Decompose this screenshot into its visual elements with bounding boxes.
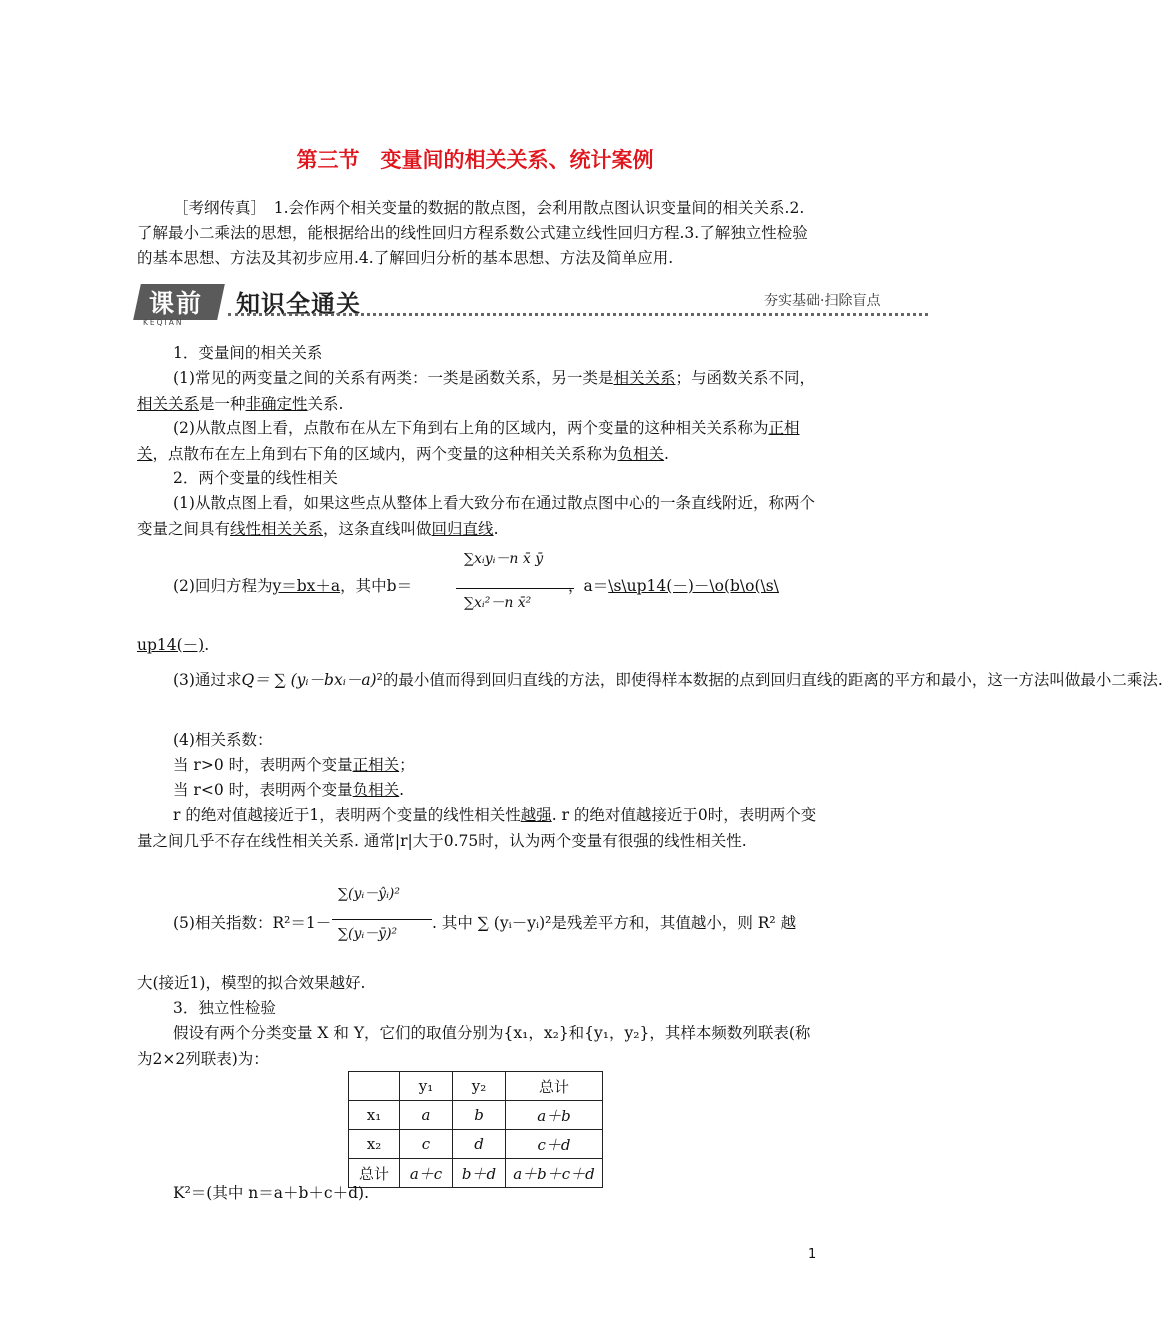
underlined-term: 相关关系 — [613, 369, 676, 387]
r2-suffix: . 其中 ∑ (yᵢ－yᵢ)²是残差平方和，其值越小，则 R² 越 — [432, 914, 797, 932]
table-row: x₁ a b a＋b — [349, 1101, 603, 1130]
a-formula-continued: up14(－). — [137, 636, 210, 654]
s2-p5: 当 r>0 时，表明两个变量正相关； — [173, 756, 415, 774]
underlined-term: 回归直线 — [431, 520, 494, 538]
r2-conclusion: 大(接近1)，模型的拟合效果越好. — [137, 974, 366, 992]
banner-tag-sub: KEQIAN — [143, 318, 184, 327]
banner-divider — [228, 313, 928, 316]
k2-formula: K²＝(其中 n＝a＋b＋c＋d). — [173, 1184, 369, 1202]
table-row: x₂ c d c＋d — [349, 1130, 603, 1159]
s2-formula-prefix: (2)回归方程为y＝bx＋a，其中b＝ — [173, 577, 413, 595]
section-3-heading: 3．独立性检验 — [173, 999, 276, 1017]
table-header-row: y₁ y₂ 总计 — [349, 1072, 603, 1101]
fraction-bar — [332, 919, 432, 920]
page-number: 1 — [808, 1247, 817, 1262]
banner-slogan: 夯实基础·扫除盲点 — [764, 293, 881, 309]
s2-paragraph-1: (1)从散点图上看，如果这些点从整体上看大致分布在通过散点图中心的一条直线附近，称两个变量之间具有线性相关关系，这条直线叫做回归直线. — [137, 494, 815, 538]
underlined-term: 越强 — [520, 806, 552, 824]
page-title: 第三节 变量间的相关关系、统计案例 — [296, 148, 654, 172]
r2-prefix: (5)相关指数：R²＝1－ — [173, 914, 332, 932]
intro-paragraph: ［考纲传真］ 1.会作两个相关变量的数据的散点图，会利用散点图认识变量间的相关关系.2.了解最小二乘法的思想，能根据给出的线性回归方程系数公式建立线性回归方程.3.了解独立性检验的基本思想、方法及其初步应用.4.了解回归分析的基本思想、方法及简单应用. — [137, 199, 808, 267]
underlined-term: 正相关 — [352, 756, 400, 774]
section-1-heading: 1．变量间的相关关系 — [173, 344, 323, 362]
contingency-table — [348, 1071, 603, 1188]
r2-numerator: ∑(yᵢ－ŷᵢ)² — [338, 886, 400, 902]
fraction-bar — [456, 588, 574, 589]
underlined-term: 正相关 — [137, 419, 800, 463]
underlined-term: 负相关 — [617, 445, 665, 463]
underlined-term: 非确定性 — [245, 395, 308, 413]
s2-p7: r 的绝对值越接近于1，表明两个变量的线性相关性越强. r 的绝对值越接近于0时，表明两个变量之间几乎不存在线性相关关系. 通常|r|大于0.75时，认为两个变量有很强的线性相关性. — [137, 806, 817, 850]
r2-denominator: ∑(yᵢ－ȳ)² — [338, 926, 398, 942]
a-formula: ，a＝\s\up14(－)－\o(b\o(\s\ — [568, 577, 779, 595]
b-fraction-denominator: ∑xᵢ²－n x̄² — [464, 595, 532, 611]
section-2-heading: 2．两个变量的线性相关 — [173, 469, 338, 487]
underlined-term: 负相关 — [352, 781, 400, 799]
s2-p3-line1: (3)通过求Q＝ ∑ (yᵢ－bxᵢ－a)²的最小值而得到回归直线的方法，即使得样本数据的点到回归直线的距离的平方和最小，这一方法叫做最小二乘法. — [173, 671, 1163, 689]
s1-paragraph-1: (1)常见的两变量之间的关系有两类：一类是函数关系，另一类是相关关系；与函数关系不同，相关关系是一种非确定性关系. — [137, 369, 815, 413]
banner-title: 知识全通关 — [236, 290, 361, 318]
s3-paragraph-1: 假设有两个分类变量 X 和 Y，它们的取值分别为{x₁，x₂}和{y₁，y₂}，其样本频数列联表(称为2×2列联表)为： — [137, 1024, 811, 1068]
table-row: 总计 a＋c b＋d a＋b＋c＋d — [349, 1159, 603, 1188]
underlined-term: 相关关系 — [137, 395, 200, 413]
underlined-term: 线性相关关系 — [230, 520, 324, 538]
s2-p6: 当 r<0 时，表明两个变量负相关. — [173, 781, 405, 799]
banner-tag: 课前 — [149, 289, 204, 318]
s1-paragraph-2: (2)从散点图上看，点散布在从左下角到右上角的区域内，两个变量的这种相关关系称为正相关，点散布在左上角到右下角的区域内，两个变量的这种相关关系称为负相关. — [137, 419, 800, 463]
s2-p4: (4)相关系数： — [173, 731, 273, 749]
regression-equation: y＝bx＋a — [272, 577, 341, 595]
b-fraction-numerator: ∑xᵢyᵢ－n x̄ ȳ — [464, 551, 544, 567]
